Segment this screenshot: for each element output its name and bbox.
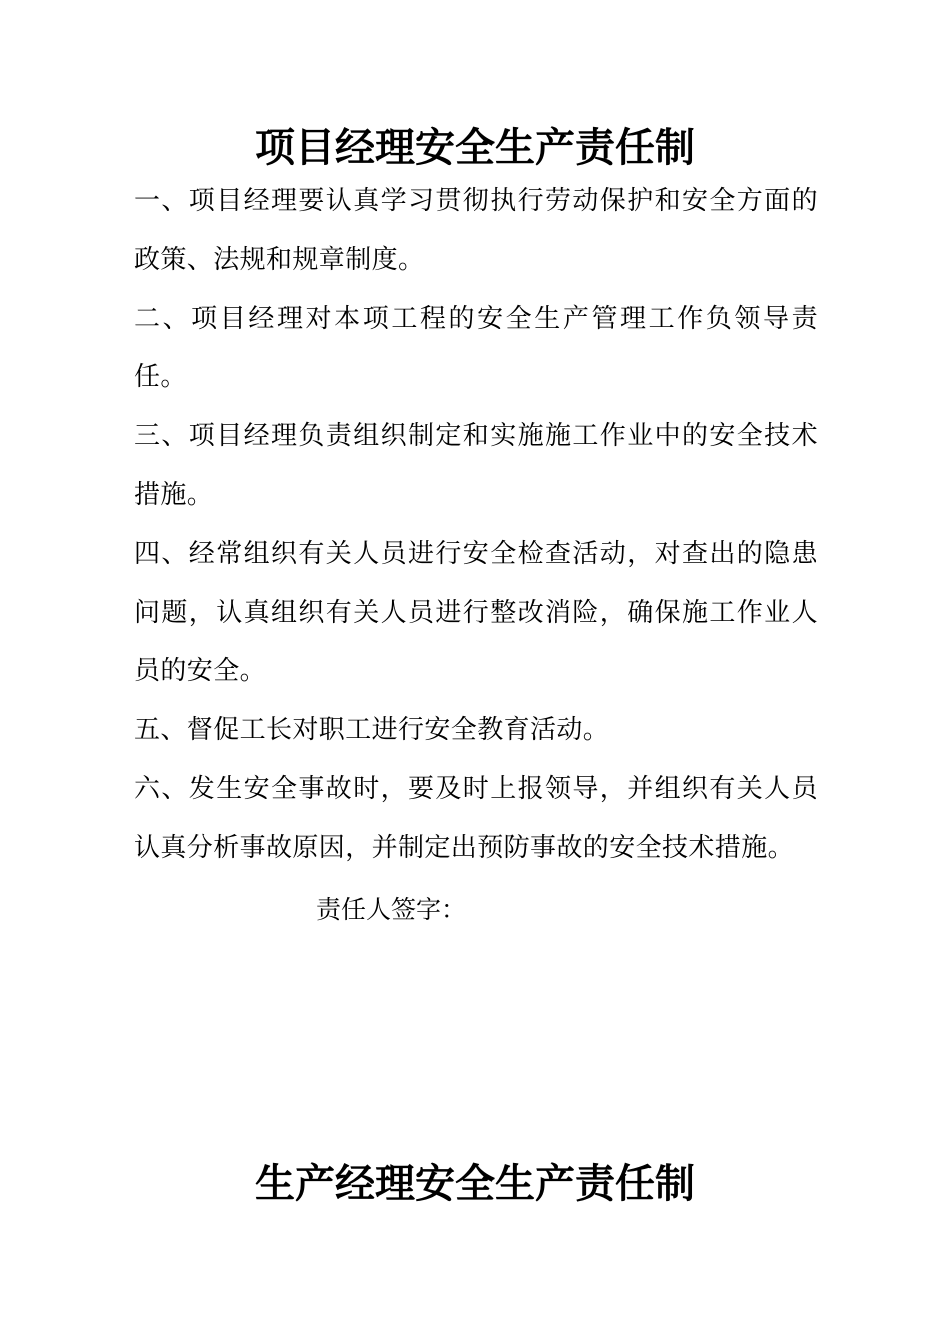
clause-1: 一、项目经理要认真学习贯彻执行劳动保护和安全方面的政策、法规和规章制度。 <box>134 186 818 275</box>
document-title: 项目经理安全生产责任制 <box>255 124 695 171</box>
responsibility-clauses <box>134 172 818 878</box>
next-section-title: 生产经理安全生产责任制 <box>255 1160 695 1207</box>
clause-4: 四、经常组织有关人员进行安全检查活动，对查出的隐患问题，认真组织有关人员进行整改消险，确保施工作业人员的安全。 <box>134 538 818 687</box>
clause-6: 六、发生安全事故时，要及时上报领导，并组织有关人员认真分析事故原因，并制定出预防事故的安全技术措施。 <box>134 773 818 863</box>
clause-2: 二、项目经理对本项工程的安全生产管理工作负领导责任。 <box>134 303 818 393</box>
clause-3: 三、项目经理负责组织制定和实施施工作业中的安全技术措施。 <box>134 421 818 510</box>
clause-5: 五、督促工长对职工进行安全教育活动。 <box>134 715 610 746</box>
signature-label: 责任人签字： <box>316 895 467 924</box>
